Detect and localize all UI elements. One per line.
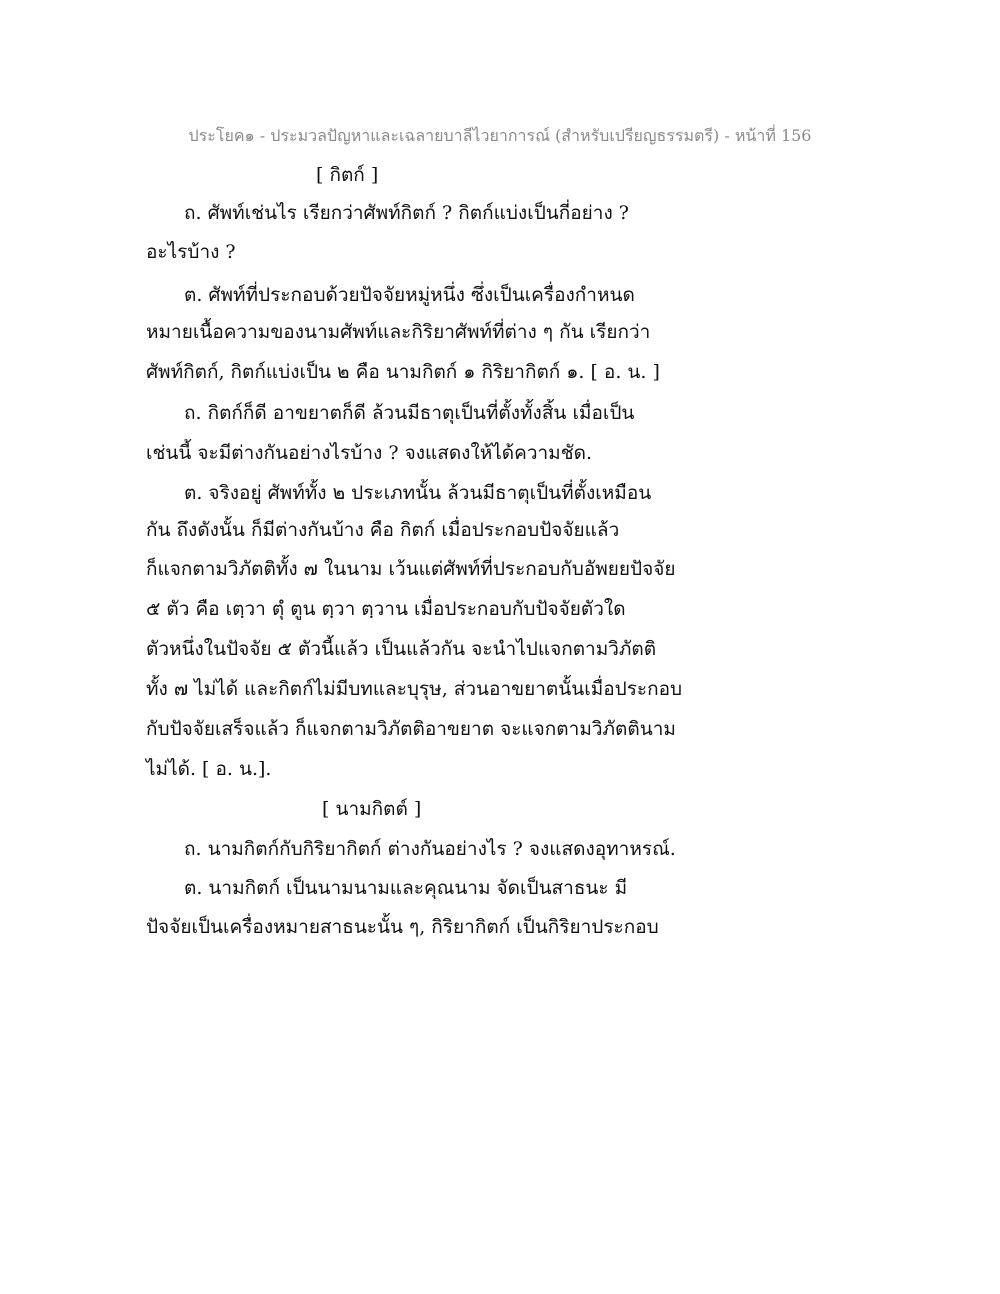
question-line: ถ. กิตก์ก็ดี อาขยาตก็ดี ล้วนมีธาตุเป็นที่ตั้งทั้งสิ้น เมื่อเป็น <box>184 402 635 424</box>
question-line: ถ. ศัพท์เช่นไร เรียกว่าศัพท์กิตก์ ? กิตก์แบ่งเป็นกี่อย่าง ? <box>184 202 629 224</box>
text-line: หมายเนื้อความของนามศัพท์และกิริยาศัพท์ที่ต่าง ๆ กัน เรียกว่า <box>146 321 651 343</box>
question-line: ถ. นามกิตก์กับกิริยากิตก์ ต่างกันอย่างไร ? จงแสดงอุทาหรณ์. <box>184 838 676 860</box>
text-line: กัน ถึงดังนั้น ก็มีต่างกันบ้าง คือ กิตก์ เมื่อประกอบปัจจัยแล้ว <box>146 519 620 541</box>
text-line: อะไรบ้าง ? <box>146 241 236 263</box>
text-line: ตัวหนึ่งในปัจจัย ๕ ตัวนี้แล้ว เป็นแล้วกัน จะนำไปแจกตามวิภัตติ <box>146 638 657 660</box>
text-line: ปัจจัยเป็นเครื่องหมายสาธนะนั้น ๆ, กิริยากิตก์ เป็นกิริยาประกอบ <box>146 916 659 938</box>
section-heading-kitaka: [ กิตก์ ] <box>316 164 379 186</box>
answer-line: ต. จริงอยู่ ศัพท์ทั้ง ๒ ประเภทนั้น ล้วนมีธาตุเป็นที่ตั้งเหมือน <box>184 482 652 504</box>
text-line: ศัพท์กิตก์, กิตก์แบ่งเป็น ๒ คือ นามกิตก์ ๑ กิริยากิตก์ ๑. [ อ. น. ] <box>146 361 660 383</box>
section-heading-nama-kitaka: [ นามกิตต์ ] <box>322 798 422 820</box>
answer-line: ต. นามกิตก์ เป็นนามนามและคุณนาม จัดเป็นสาธนะ มี <box>184 877 628 899</box>
text-line: เช่นนี้ จะมีต่างกันอย่างไรบ้าง ? จงแสดงให้ได้ความชัด. <box>146 442 592 464</box>
text-line: ทั้ง ๗ ไม่ได้ และกิตก์ไม่มีบทและบุรุษ, ส่วนอาขยาตนั้นเมื่อประกอบ <box>146 678 683 700</box>
text-line: ๕ ตัว คือ เตฺวา ตุํ ตูน ตฺวา ตฺวาน เมื่อประกอบกับปัจจัยตัวใด <box>146 598 626 620</box>
running-header: ประโยค๑ - ประมวลปัญหาและเฉลายบาลีไวยาการณ์ (สำหรับเปรียญธรรมตรี) - หน้าที่ 156 <box>188 126 812 145</box>
text-line: ไม่ได้. [ อ. น.]. <box>146 758 272 780</box>
text-line: กับปัจจัยเสร็จแล้ว ก็แจกตามวิภัตติอาขยาต จะแจกตามวิภัตตินาม <box>146 718 676 740</box>
answer-line: ต. ศัพท์ที่ประกอบด้วยปัจจัยหมู่หนึ่ง ซึ่งเป็นเครื่องกำหนด <box>184 284 635 306</box>
text-line: ก็แจกตามวิภัตติทั้ง ๗ ในนาม เว้นแต่ศัพท์ที่ประกอบกับอัพยยปัจจัย <box>146 558 676 580</box>
